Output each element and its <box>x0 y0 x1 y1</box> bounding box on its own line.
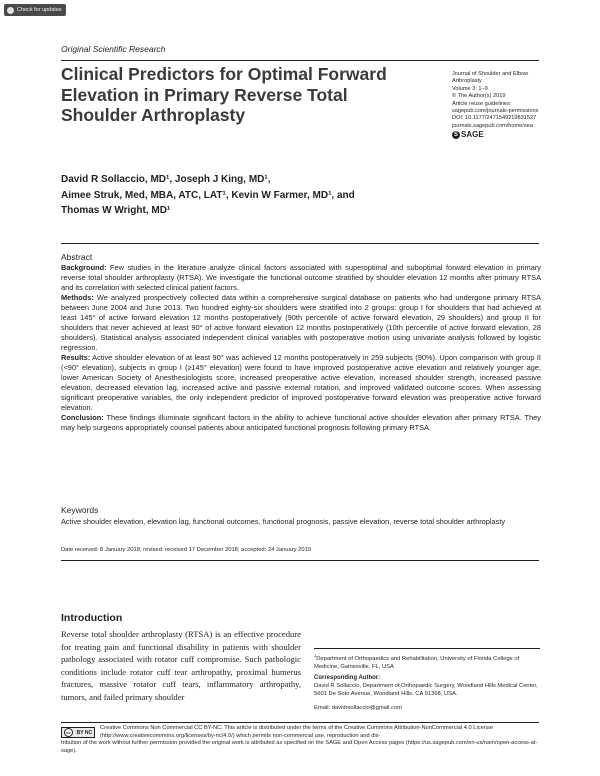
journal-info <box>452 71 562 140</box>
conclusion-text: These findings illuminate significant factors in the ability to achieve functional active shoulder elevation after primary RTSA. They may help surgeons appropriately counsel patients about anticipated functional prognosis following primary RTSA. <box>61 413 541 432</box>
doi[interactable]: DOI: 10.1177/2471549219831527 <box>452 115 537 122</box>
copyright: © The Author(s) 2019 <box>452 93 506 100</box>
abstract-top-divider <box>61 243 539 244</box>
sage-logo <box>452 130 562 140</box>
submission-dates: Date received: 8 January 2018; revised: received 17 December 2018; accepted: 24 January 2019 <box>61 547 312 553</box>
author-line-3: Thomas W Wright, MD¹ <box>61 205 171 216</box>
background-text: Few studies in the literature analyze clinical factors associated with superoptimal and suboptimal forward elevation in primary reverse total shoulder arthroplasty (RTSA). We investigate the functional outcome stratified by shoulder elevation 12 months after primary RTSA and its correlation with selected clinical patient factors. <box>61 263 541 292</box>
author-line-2: Aimee Struk, Med, MBA, ATC, LAT¹, Kevin W Farmer, MD¹, and <box>61 189 355 201</box>
article-type: Original Scientific Research <box>61 44 166 54</box>
affiliation <box>314 652 540 671</box>
paper-title: Clinical Predictors for Optimal Forward Elevation in Primary Reverse Total Shoulder Arthroplasty <box>61 64 387 125</box>
results-label: Results: <box>61 353 91 363</box>
permissions-link[interactable]: sagepub.com/journals-permissions <box>452 108 539 115</box>
abstract-conclusion <box>61 413 541 433</box>
abstract-methods <box>61 293 541 352</box>
keywords-text: Active shoulder elevation, elevation lag, functional outcomes, functional prognosis, passive elevation, reverse total shoulder arthroplasty <box>61 517 506 526</box>
corresponding-author-address: David R Sollaccio, Department of Orthopaedic Surgery, Woodland Hills Medical Center, 5601 De Soto Avenue, Woodland Hills, CA 91368, USA. <box>314 683 538 697</box>
check-for-updates-badge[interactable] <box>4 4 66 16</box>
results-text: Active shoulder elevation of at least 90° was achieved 12 months postoperatively in 259 subjects (90%). Upon comparison with group II (<90° elevation), subjects in group I (≥145° elevation) were found to have improved postoperative active elevation and relatively younger age, lower American Society of Anesthesiologists score, increased preoperative active elevation, increased shoulder strength, increased passive elevation, decreased elevation lag, increased active and passive external rotation, and improved validated outcome scores. When assessing significant preoperative variables, the only independent predictor of improved postoperative forward elevation was preoperative active forward elevation. <box>61 353 541 412</box>
corresponding-author-email[interactable]: Email: davidrsollaccio@gmail.com <box>314 705 403 711</box>
introduction-text: Reverse total shoulder arthroplasty (RTSA) is an effective procedure for treating pain and functional disability in patients with shoulder pathology associated with rotator cuff compromise. Such pathologic conditions include rotator cuff tear arthropathy, proximal humerus fractures, massive rotator cuff tears, inflammatory arthropathy, tumors, and failed primary shoulder <box>61 629 301 702</box>
license-text-line2: tribution of the work without further permission provided the original work is attributed as specified on the SAGE and Open Access pages (https://us.sagepub.com/en-us/nam/open-access-at-sage). <box>61 740 538 754</box>
cc-icon: cc <box>64 728 73 737</box>
journal-name-line1: Journal of Shoulder and Elbow <box>452 71 529 77</box>
methods-label: Methods: <box>61 293 94 303</box>
affiliation-divider <box>314 648 540 649</box>
header-divider <box>61 60 539 61</box>
author-list <box>61 172 481 219</box>
journal-name-line2: Arthroplasty <box>452 78 482 85</box>
sage-logo-text: SAGE <box>461 130 484 140</box>
keywords-heading: Keywords <box>61 505 99 515</box>
license-text-line1: Creative Commons Non Commercial CC BY-NC: This article is distributed under the terms of the Creative Commons Attribution-NonCommercial 4.0 License (http://www.creativecommons.org/licenses/by-nc/4.0/) which permits non-commercial use, reproduction and dis- <box>100 725 493 739</box>
introduction-heading: Introduction <box>61 612 123 624</box>
check-for-updates-label: Check for updates <box>17 7 62 13</box>
conclusion-label: Conclusion: <box>61 413 104 423</box>
license-divider <box>61 722 539 723</box>
affiliation-text: Department of Orthopaedics and Rehabilitation, University of Florida College of Medicine, Gainesville, FL, USA <box>314 655 520 670</box>
sage-logo-icon: S <box>453 132 458 139</box>
affiliation-marker: 1 <box>314 653 317 658</box>
abstract-body <box>61 263 541 433</box>
abstract-bottom-divider <box>61 560 539 561</box>
abstract-heading: Abstract <box>61 252 93 262</box>
abstract-background <box>61 263 541 293</box>
check-updates-icon <box>7 7 14 14</box>
methods-text: We analyzed prospectively collected data within a comprehensive surgical database on patients who had undergone primary RTSA between June 2004 and June 2013. Two hundred eighty-six shoulders were stratified into 2 groups: group I for shoulders that had achieved at least 145° of active forward elevation 12 months postoperatively (90th percentile of active forward elevation, 29 shoulders) and group II for shoulders that never achieved at least 90° of active forward elevation 12 months postoperatively (10th percentile of active forward elevation, 28 shoulders). Statistical analysis associated independent clinical variables with postoperative motion using univariate analysis followed by logistic regression. <box>61 293 541 352</box>
cc-logo-text: BY NC <box>76 729 93 736</box>
journal-volume: Volume 3: 1–9 <box>452 85 488 92</box>
background-label: Background: <box>61 263 107 272</box>
journal-home-link[interactable]: journals.sagepub.com/home/sea <box>452 122 533 129</box>
author-line-1: David R Sollaccio, MD¹, Joseph J King, MD¹, <box>61 174 271 185</box>
creative-commons-logo <box>61 727 95 738</box>
abstract-results <box>61 353 541 412</box>
reuse-guidelines-label: Article reuse guidelines: <box>452 100 512 107</box>
corresponding-author-heading: Corresponding Author: <box>314 675 381 681</box>
